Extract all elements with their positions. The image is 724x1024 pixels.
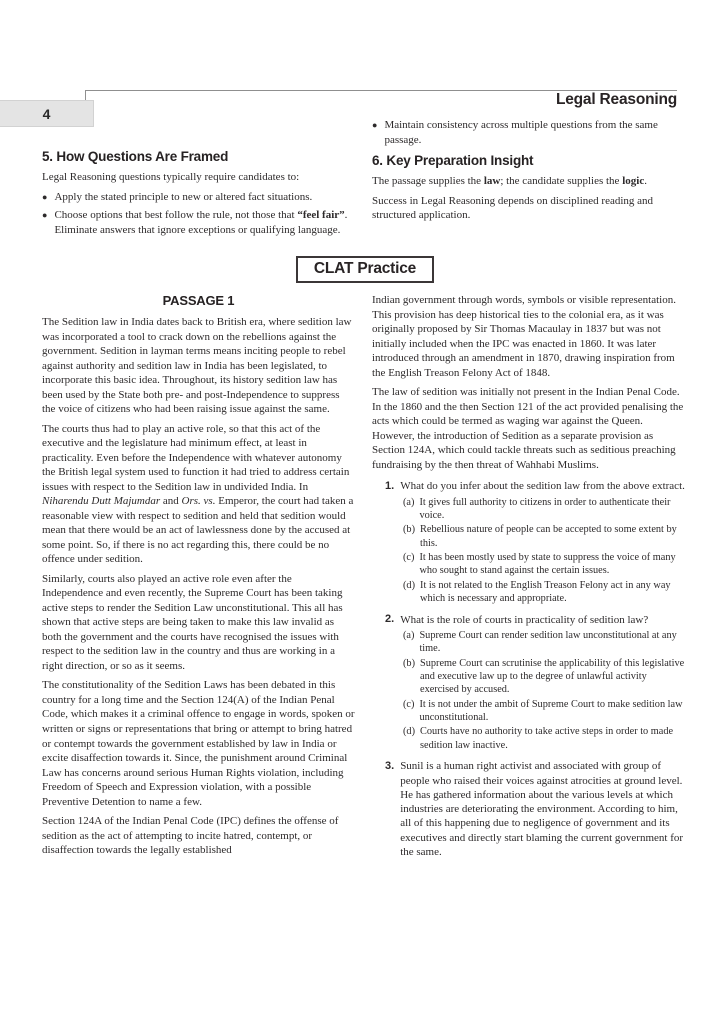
option-item <box>403 496 688 523</box>
intro-lead-text: Legal Reasoning questions typically require candidates to: <box>42 171 300 183</box>
option-text: Supreme Court can render sedition law unconstitutional at any time. <box>419 629 677 655</box>
question <box>372 479 688 605</box>
option-label: (c) <box>403 698 415 710</box>
text-run: Indian government through words, symbols or visible representation. This provision has deep historical ties to the colonial era, as it was originally proposed by Sir Thomas Macaulay in 1837 but was not initially included when the IPC was enacted in 1860. It was later introduced through an amendment in 1870, drawing inspiration from the English Treason Felony Act of 1848. <box>372 294 676 379</box>
option-list <box>403 629 688 752</box>
text-run: logic <box>622 175 645 188</box>
question-head <box>385 479 688 493</box>
option-label: (b) <box>403 524 416 536</box>
option-text: Supreme Court can scrutinise the applicability of this legislative and executive law up to the degree of unlawful activity exercised by accused. <box>420 657 685 696</box>
question-head <box>385 759 688 859</box>
intro-right-bullet-list <box>372 118 688 147</box>
text-run: The Sedition law in India dates back to British era, where sedition law was incorporated a tool to crack down on the rebellions against the government. Sedition in layman terms means inciting people to rebel against authority and sedition law in India has been legislated, to incorporate this basic idea. Throughout, its history sedition law has been used by the State both pre- and post-Independence to suppress the voice of citizens who had been raising issue against the same. <box>42 316 352 416</box>
bullet-icon: ● <box>372 120 378 130</box>
text-run: Success in Legal Reasoning depends on disciplined reading and structured application. <box>372 194 654 222</box>
chapter-title: Legal Reasoning <box>555 91 677 108</box>
paragraph <box>42 678 355 809</box>
option-item <box>403 725 688 752</box>
option-item <box>403 551 688 578</box>
text-run: Emperor, the court had taken a reasonable view with respect to sedition and held that sedition would mean that there would be an act of lawlessness done by the accused at some point. So, if there is no act regarding this, there could be no offence under sedition. <box>42 495 354 566</box>
option-label: (b) <box>403 657 416 669</box>
paragraph <box>372 174 688 189</box>
bullet-item <box>372 118 688 147</box>
paragraph <box>372 385 688 472</box>
option-item <box>403 629 688 656</box>
option-item <box>403 523 688 550</box>
option-label: (c) <box>403 552 415 564</box>
passage-right-column <box>372 293 688 859</box>
section-heading-6: 6. Key Preparation Insight <box>372 153 534 169</box>
page-content <box>42 118 688 863</box>
text-run: Niharendu Dutt Majumdar <box>42 495 161 508</box>
intro-left-column <box>42 149 355 241</box>
question-number: 2. <box>385 613 395 626</box>
option-item <box>403 657 688 697</box>
text-run: The passage supplies the <box>372 175 484 188</box>
option-text: It is not related to the English Treason Felony act in any way which is necessary and appropriate. <box>420 579 671 605</box>
text-run: ; the candidate supplies the <box>500 175 623 188</box>
text-run: . <box>644 175 647 188</box>
text-run: The constitutionality of the Sedition Laws has been debated in this country for a long time and the Section 124(A) of the Indian Penal Code, which makes it a criminal offence to engage in words, spoken or written or signs or representations that bring or attempt to bring hatred or contempt towards the government established by law in India or excite disaffection towards it. Since, the punishment around Criminal Law has concerns around serious Human Rights violation, including Freedom of Speech and Expression violation, with a possible Preventive Detention to name a few. <box>42 679 355 808</box>
text-run: . Eliminate answers that ignore exceptions or qualifying language. <box>54 209 348 236</box>
bullet-text <box>54 208 355 237</box>
option-list <box>403 496 688 606</box>
question-number: 1. <box>385 479 395 492</box>
paragraph <box>372 194 688 223</box>
option-text: It has been mostly used by state to suppress the voice of many who sought to stand against the certain issues. <box>419 552 676 577</box>
option-label: (a) <box>403 629 415 641</box>
paragraph <box>42 422 355 567</box>
question <box>372 613 688 753</box>
text-run: Ors. vs. <box>181 495 216 508</box>
practice-banner: CLAT Practice <box>296 256 434 283</box>
section-heading-5: 5. How Questions Are Framed <box>42 149 229 164</box>
bullet-item <box>42 190 355 205</box>
option-text: It gives full authority to citizens in order to authenticate their voice. <box>419 496 671 521</box>
bullet-text <box>54 190 312 205</box>
question-list <box>372 479 688 859</box>
option-text: Courts have no authority to take active steps in order to made sedition law inactive. <box>420 726 674 751</box>
paragraph <box>42 814 355 858</box>
paragraph <box>42 572 355 674</box>
passage-left-paragraphs <box>42 315 355 858</box>
option-label: (d) <box>403 726 416 738</box>
intro-left-bullet-list <box>42 190 355 238</box>
text-run: Apply the stated principle to new or altered fact situations. <box>54 190 313 203</box>
option-item <box>403 698 688 725</box>
text-run: “feel fair” <box>297 209 345 222</box>
text-run: and <box>160 495 182 508</box>
question-text: What do you infer about the sedition law from the above extract. <box>400 480 685 493</box>
option-text: Rebellious nature of people can be accepted to some extent by this. <box>420 524 677 549</box>
text-run: The courts thus had to play an active role, so that this act of the executive and the legislature had minimum effect, at least in practicality. Even before the Independence with whatever autonomy the British legal system used to function it had tried to address certain issues with respect to the Sedition law in undivided India. In <box>42 422 350 493</box>
passage-left-column <box>42 293 355 863</box>
text-run: Similarly, courts also played an active role even after the Independence and even recently, the Supreme Court has been taking active steps to render the Sedition Law unconstitutional. This all has shown that active steps are being taken to make this law invalid as both the government and the courts have recognised the issues with respect to the sedition law in the country and thus are working in a right direction, or so as it seems. <box>42 572 343 672</box>
text-run: Maintain consistency across multiple questions from the same passage. <box>384 119 658 146</box>
question-text: Sunil is a human right activist and associated with group of people who raised their voices against atrocities at ground level. He has gathered information about the various levels at which industries are deteriorating the environment. According to him, all of this happening due to negligence of government and its executives and directly start blaming the current government for the same. <box>400 760 684 858</box>
intro-right-paragraphs <box>372 174 688 223</box>
text-run: The law of sedition was initially not present in the Indian Penal Code. In the 1860 and the then Section 121 of the act provided penalising the acts which could be termed as waging war against the Queen. However, the introduction of Sedition as a separate provision as Section 124A, which could tackle threats such as seditious preaching fundraising by the then threat of Wahhabi Muslims. <box>372 386 684 471</box>
paragraph <box>372 293 688 380</box>
option-text: It is not under the ambit of Supreme Court to make sedition law unconstitutional. <box>419 698 683 724</box>
question-head <box>385 613 688 627</box>
passage-section <box>42 293 688 863</box>
passage-title: PASSAGE 1 <box>162 293 235 309</box>
option-item <box>403 579 688 606</box>
option-label: (a) <box>403 496 415 508</box>
text-run: law <box>483 175 501 188</box>
option-label: (d) <box>403 579 416 591</box>
intro-right-column <box>372 118 688 228</box>
bullet-icon: ● <box>42 210 48 221</box>
text-run: Section 124A of the Indian Penal Code (IPC) defines the offense of sedition as the act of attempting to incite hatred, contempt, or disaffection towards the legally established <box>42 815 339 857</box>
bullet-item <box>42 208 355 237</box>
question-text: What is the role of courts in practicality of sedition law? <box>400 613 649 626</box>
bullet-text <box>384 118 688 147</box>
practice-banner-row <box>42 256 688 283</box>
page-number: 4 <box>42 105 51 122</box>
question <box>372 759 688 859</box>
question-number: 3. <box>385 759 395 772</box>
text-run: Choose options that best follow the rule, not those that <box>54 209 298 222</box>
bullet-icon: ● <box>42 191 48 202</box>
paragraph <box>42 315 355 417</box>
passage-right-paragraphs <box>372 293 688 472</box>
intro-section <box>42 118 688 241</box>
